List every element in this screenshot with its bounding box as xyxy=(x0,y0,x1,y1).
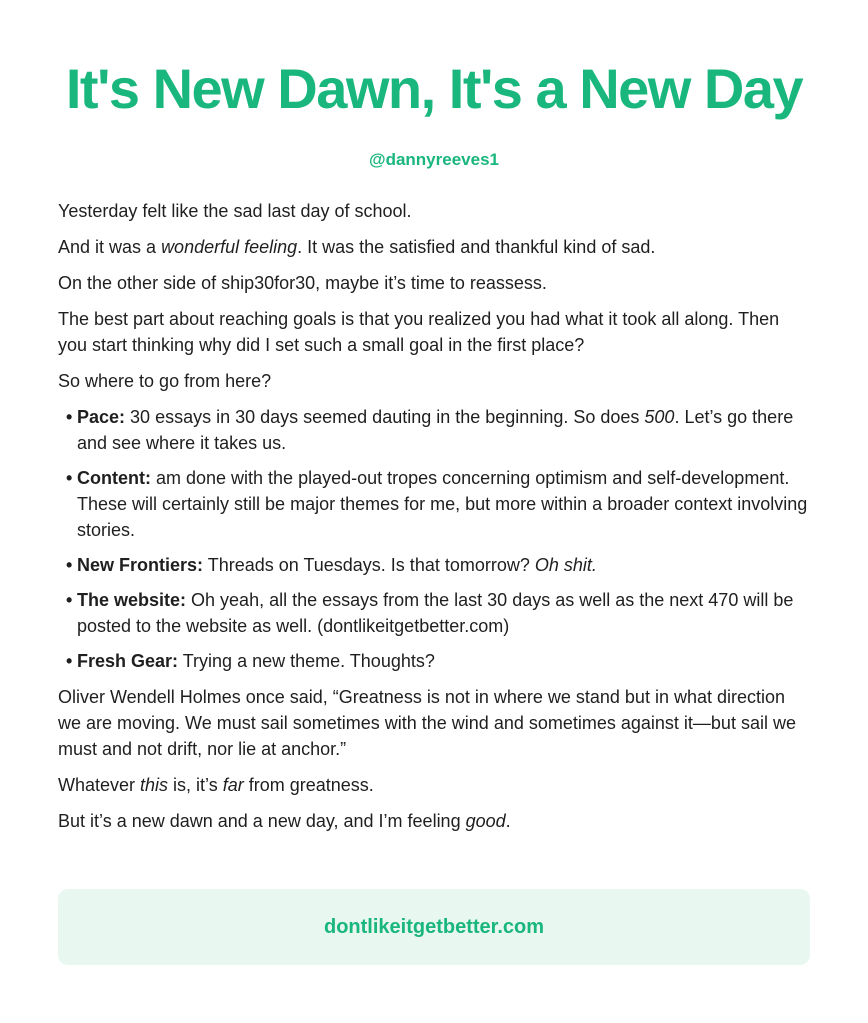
text-run: . xyxy=(505,811,511,831)
essay-body xyxy=(58,198,810,834)
paragraph xyxy=(58,234,810,260)
emphasis-text: wonderful feeling xyxy=(161,237,298,257)
paragraph: The best part about reaching goals is that you realized you had what it took all along. Then you start thinking why did I set such a small goal in the first place? xyxy=(58,309,780,355)
bullet-icon: • xyxy=(66,590,73,610)
list-item-label: Content: xyxy=(77,468,151,488)
paragraph xyxy=(58,772,810,798)
paragraph: Yesterday felt like the sad last day of school. xyxy=(58,201,412,221)
text-run: And it was a xyxy=(58,237,162,257)
text-run: Threads on Tuesdays. Is that tomorrow? xyxy=(203,555,535,575)
bullet-icon: • xyxy=(66,651,73,671)
page-title: It's New Dawn, It's a New Day xyxy=(65,57,803,120)
text-run: am done with the played-out tropes concerning optimism and self-development. These will certainly still be major themes for me, but more within a broader context involving stories. xyxy=(77,468,808,540)
paragraph: Oliver Wendell Holmes once said, “Greatness is not in where we stand but in what direction we are moving. We must sail sometimes with the wind and sometimes against it—but sail we must and not drift, nor lie at anchor.” xyxy=(58,687,796,759)
text-run: But it’s a new dawn and a new day, and I’m feeling xyxy=(58,811,466,831)
footer-banner xyxy=(58,889,810,965)
paragraph xyxy=(58,808,810,834)
list-item xyxy=(58,587,810,639)
list-item-label: New Frontiers: xyxy=(77,555,204,575)
list-item-label: Fresh Gear: xyxy=(77,651,179,671)
author-handle: @dannyreeves1 xyxy=(369,150,499,169)
bullet-icon: • xyxy=(66,407,73,427)
text-run: Whatever xyxy=(58,775,141,795)
emphasis-text: this xyxy=(140,775,169,795)
list-item xyxy=(58,465,810,543)
website-link[interactable]: dontlikeitgetbetter.com xyxy=(323,915,545,938)
list-item xyxy=(58,648,810,674)
bullet-icon: • xyxy=(66,468,73,488)
text-run: Trying a new theme. Thoughts? xyxy=(178,651,435,671)
text-run: is, it’s xyxy=(168,775,223,795)
emphasis-text: 500 xyxy=(644,407,675,427)
list-item xyxy=(58,552,810,578)
text-run: . It was the satisfied and thankful kind of sad. xyxy=(297,237,656,257)
emphasis-text: far xyxy=(222,775,244,795)
text-run: . Let’s go there and see where it takes us. xyxy=(77,407,794,453)
text-run: from greatness. xyxy=(243,775,374,795)
emphasis-text: good xyxy=(465,811,506,831)
paragraph: On the other side of ship30for30, maybe it’s time to reassess. xyxy=(58,273,547,293)
list-item-label: Pace: xyxy=(77,407,126,427)
text-run: Oh yeah, all the essays from the last 30 days as well as the next 470 will be posted to the website as well. (dontlikeitgetbetter.com) xyxy=(77,590,794,636)
list-item xyxy=(58,404,810,456)
text-run: 30 essays in 30 days seemed dauting in the beginning. So does xyxy=(125,407,645,427)
bullet-list xyxy=(58,404,810,674)
emphasis-text: Oh shit. xyxy=(534,555,597,575)
list-item-label: The website: xyxy=(77,590,187,610)
paragraph: So where to go from here? xyxy=(58,371,272,391)
bullet-icon: • xyxy=(66,555,73,575)
